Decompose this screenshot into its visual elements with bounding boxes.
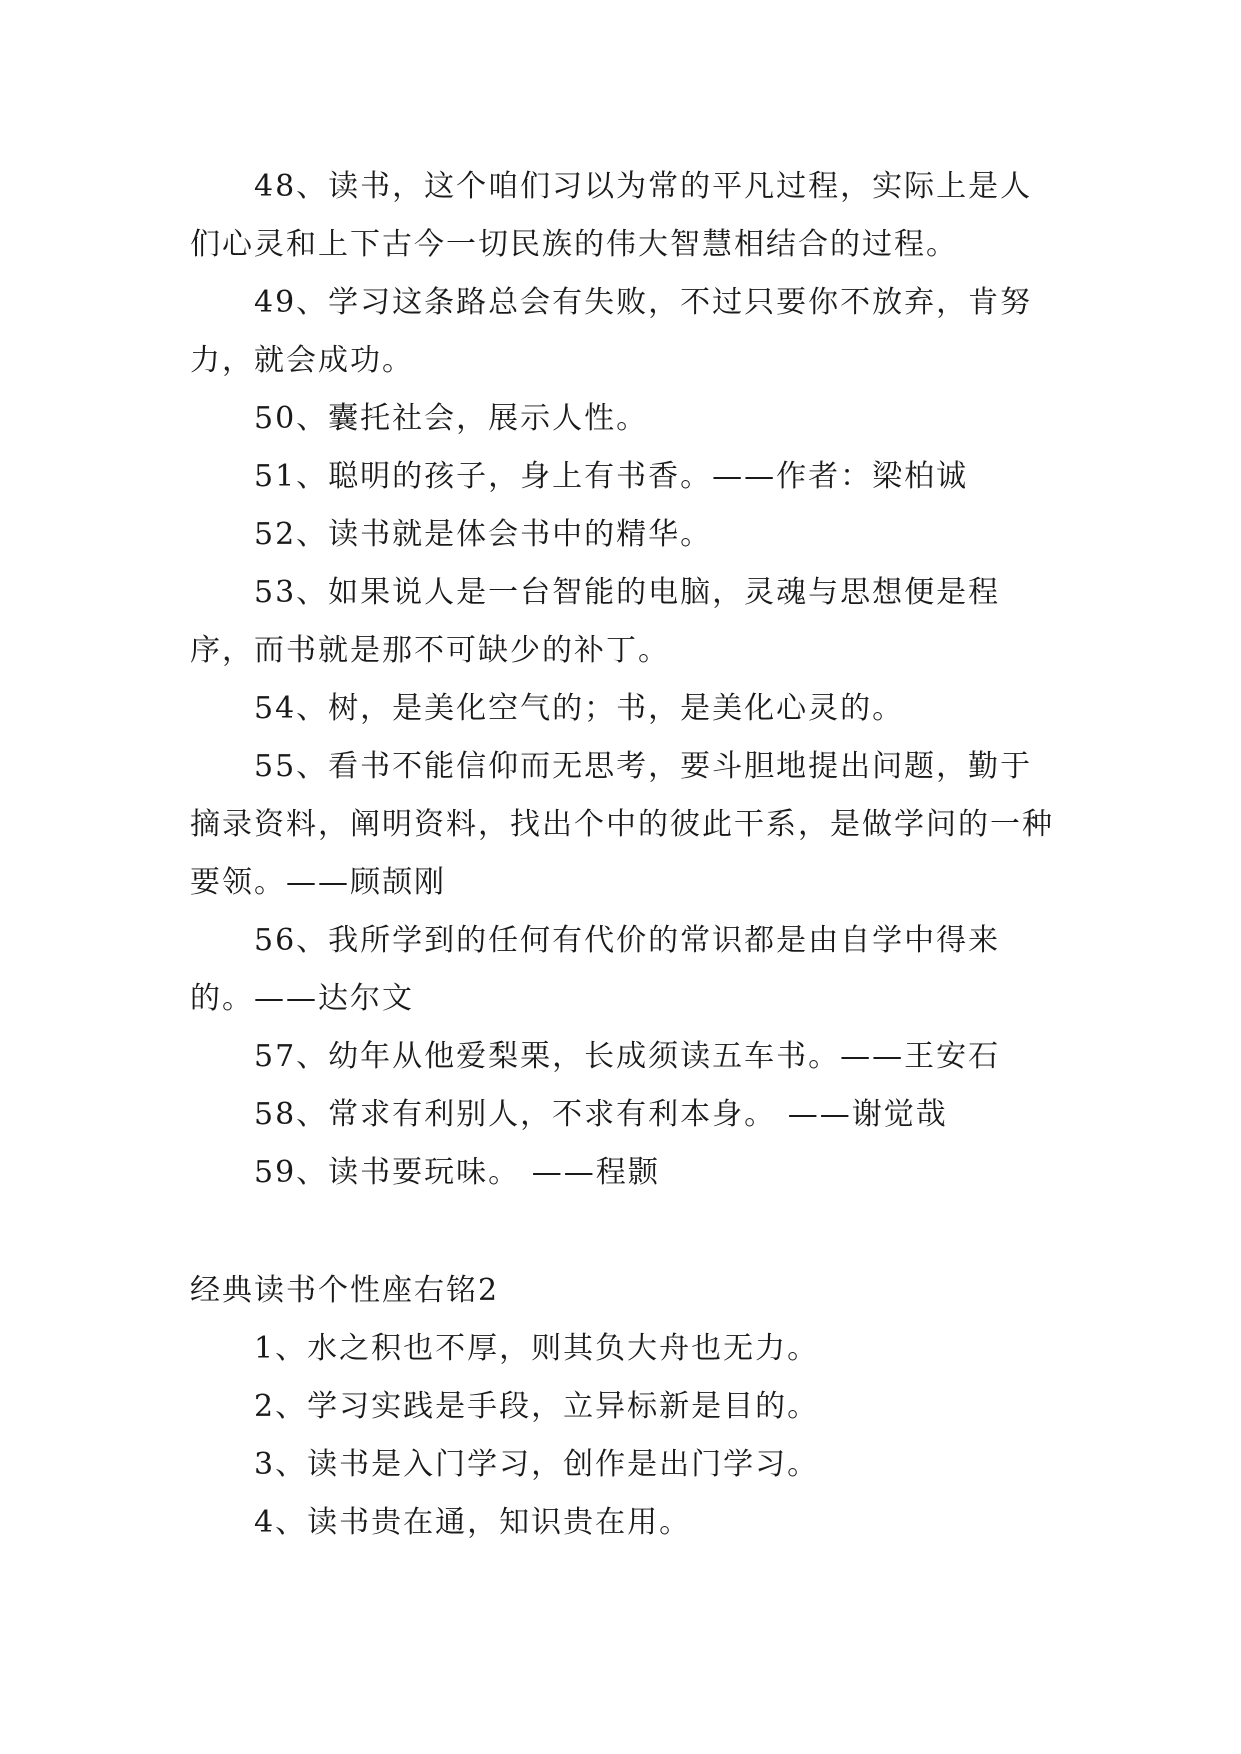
quote-2-2: 2、学习实践是手段，立异标新是目的。: [254, 1389, 820, 1424]
quote-49: 49、学习这条路总会有失败，不过只要你不放弃，肯努力，就会成功。: [190, 285, 1033, 378]
quote-48: 48、读书，这个咱们习以为常的平凡过程，实际上是人们心灵和上下古今一切民族的伟大智慧相结合的过程。: [190, 169, 1033, 262]
quote-56: 56、我所学到的任何有代价的常识都是由自学中得来的。——达尔文: [190, 923, 1001, 1016]
quote-59: 59、读书要玩味。 ——程颢: [254, 1155, 660, 1190]
document-body: [190, 158, 1055, 1552]
quote-2-4: 4、读书贵在通，知识贵在用。: [254, 1505, 692, 1540]
quote-55: 55、看书不能信仰而无思考，要斗胆地提出问题，勤于摘录资料，阐明资料，找出个中的彼此干系，是做学问的一种要领。——顾颉刚: [190, 749, 1054, 900]
quote-52: 52、读书就是体会书中的精华。: [254, 517, 713, 552]
quote-54: 54、树，是美化空气的；书，是美化心灵的。: [254, 691, 905, 726]
quote-53: 53、如果说人是一台智能的电脑，灵魂与思想便是程序，而书就是那不可缺少的补丁。: [190, 575, 1001, 668]
section-heading: 经典读书个性座右铭2: [190, 1273, 500, 1308]
quote-50: 50、囊托社会，展示人性。: [254, 401, 649, 436]
quote-2-1: 1、水之积也不厚，则其负大舟也无力。: [254, 1331, 820, 1366]
quote-58: 58、常求有利别人，不求有利本身。 ——谢觉哉: [254, 1097, 948, 1132]
quote-51: 51、聪明的孩子，身上有书香。——作者：梁柏诚: [254, 459, 969, 494]
quote-2-3: 3、读书是入门学习，创作是出门学习。: [254, 1447, 820, 1482]
quote-57: 57、幼年从他爱梨栗，长成须读五车书。——王安石: [254, 1039, 1001, 1074]
